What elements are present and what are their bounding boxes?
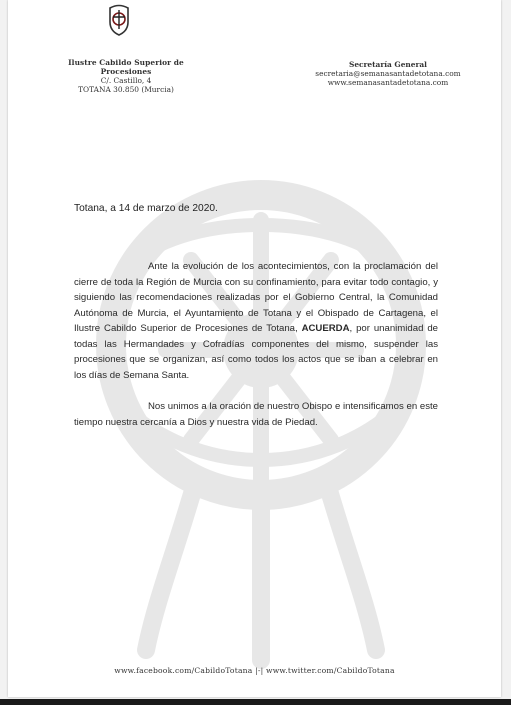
organization-city: TOTANA 30.850 (Murcia) — [78, 85, 174, 94]
paragraph-1-part-1: Ante la evolución de los acontecimientos, con la proclamación del cierre de toda la Región de Murcia con su confinamiento, para evitar todo contagio, y siguiendo las recomendaciones realizadas por el Gobierno Central, la Comunidad Autónoma de Murcia, el Ayuntamiento de Totana y el Obispado de Cartagena, el Ilustre Cabildo Superior de Procesiones de Totana, — [74, 261, 438, 334]
letter-page — [8, 0, 501, 697]
secretary-email: secretaria@semanasantadetotana.com — [315, 69, 461, 78]
cabildo-crest-icon — [108, 4, 130, 36]
agreement-keyword: ACUERDA — [301, 323, 350, 334]
secretary-title: Secretaría General — [349, 60, 427, 69]
paragraph-1 — [74, 259, 438, 383]
paragraph-1-part-2: , por unanimidad de todas las Hermandades y Cofradías componentes del mismo, suspender las procesiones que se organizan, así como todos los actos que se iban a celebrar en los días de Semana Santa. — [74, 323, 438, 381]
secretary-header — [308, 60, 468, 87]
cropped-caption-strip — [0, 699, 511, 705]
footer-social-links: www.facebook.com/CabildoTotana |-| www.twitter.com/CabildoTotana — [114, 666, 395, 675]
organization-header — [46, 58, 206, 94]
secretary-website: www.semanasantadetotana.com — [327, 78, 449, 87]
paragraph-2: Nos unimos a la oración de nuestro Obispo e intensificamos en este tiempo nuestra cercanía a Dios y nuestra vida de Piedad. — [74, 401, 438, 428]
letter-date: Totana, a 14 de marzo de 2020. — [74, 203, 218, 214]
letter-body — [74, 259, 438, 446]
organization-address: C/. Castillo, 4 — [100, 76, 152, 85]
organization-name: Ilustre Cabildo Superior de Procesiones — [68, 58, 184, 76]
